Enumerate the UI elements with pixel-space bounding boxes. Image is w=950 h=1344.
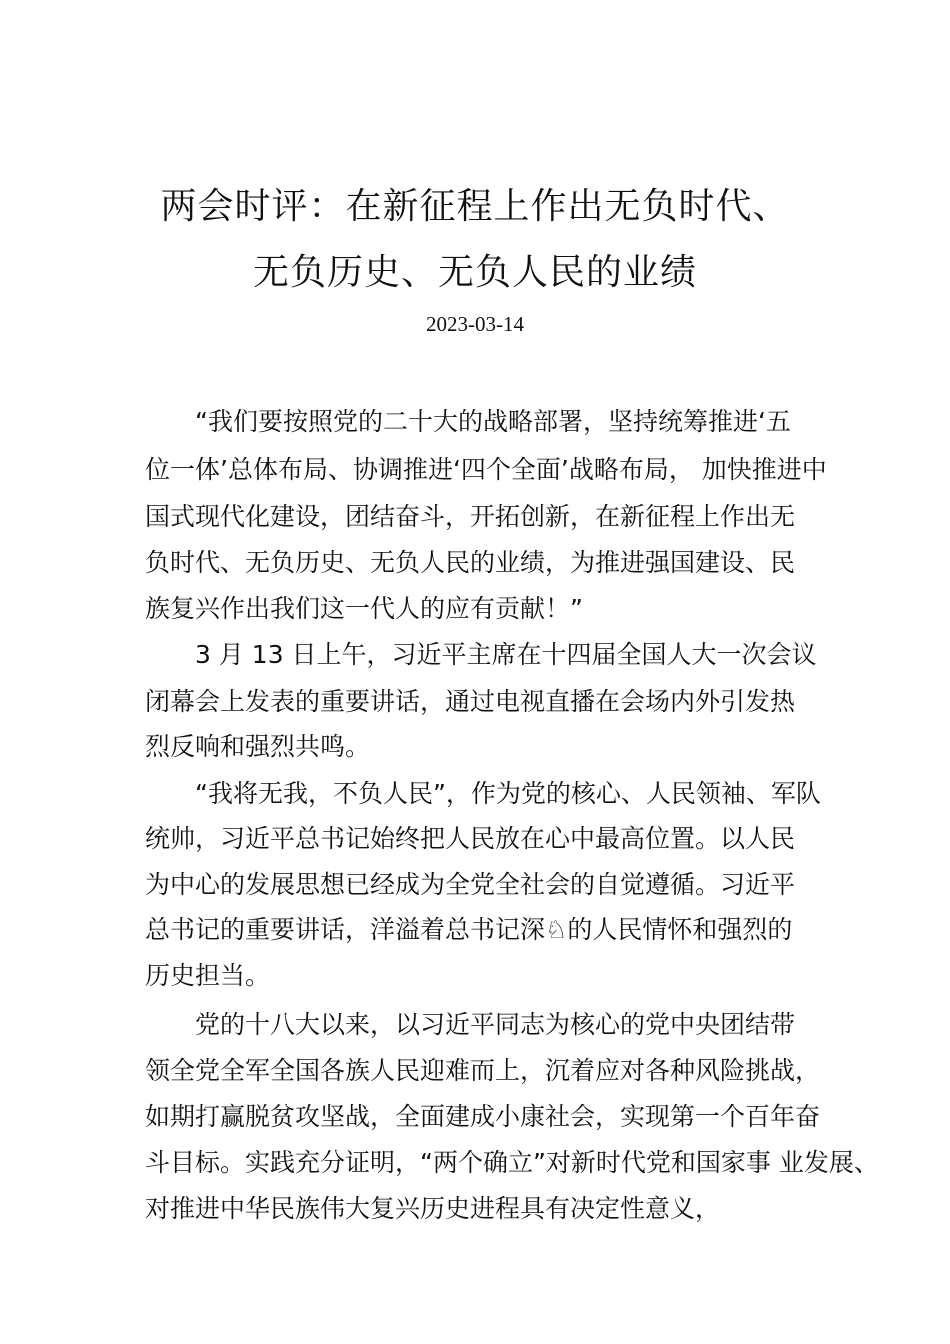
- body-line: 如期打赢脱贫攻坚战，全面建成小康社会，实现第一个百年奋: [145, 1102, 821, 1131]
- body-line: 闭幕会上发表的重要讲话，通过电视直播在会场内外引发热: [145, 687, 796, 716]
- body-line: “我将无我，不负人民”，作为党的核心、人民领袖、军队: [195, 779, 821, 808]
- body-line: 统帅，习近平总书记始终把人民放在心中最高位置。以人民: [145, 824, 796, 853]
- body-line: 历史担当。: [145, 961, 271, 990]
- body-line: 领全党全军全国各族人民迎难而上，沉着应对各种风险挑战，: [145, 1056, 821, 1085]
- title-line-2: 无负历史、无负人民的业绩: [252, 252, 697, 293]
- title-line-1: 两会时评：在新征程上作出无负时代、: [160, 186, 790, 227]
- publish-date: 2023-03-14: [426, 312, 524, 336]
- body-line: 族复兴作出我们这一代人的应有贡献！”: [145, 594, 583, 623]
- body-line: 对推进中华民族伟大复兴历史进程具有决定性意义，: [145, 1194, 721, 1223]
- body-line: 国式现代化建设，团结奋斗，开拓创新，在新征程上作出无: [145, 502, 796, 531]
- body-line: “我们要按照党的二十大的战略部署，坚持统筹推进‘五: [195, 407, 791, 436]
- body-line: 为中心的发展思想已经成为全党全社会的自觉遵循。习近平: [145, 870, 796, 899]
- body-line: 总书记的重要讲话，洋溢着总书记深♘的人民情怀和强烈的: [145, 915, 793, 944]
- body-line: 党的十八大以来，以习近平同志为核心的党中央团结带: [195, 1010, 796, 1039]
- body-line: 负时代、无负历史、无负人民的业绩，为推进强国建设、民: [145, 548, 796, 577]
- body-line: 3 月 13 日上午，习近平主席在十四届全国人大一次会议: [195, 640, 817, 669]
- body-line: 烈反响和强烈共鸣。: [145, 732, 371, 761]
- body-line: 斗目标。实践充分证明，“两个确立”对新时代党和国家事 业发展、: [145, 1148, 879, 1177]
- body-line: 位一体’总体布局、协调推进‘四个全面’战略布局， 加快推进中: [145, 455, 827, 484]
